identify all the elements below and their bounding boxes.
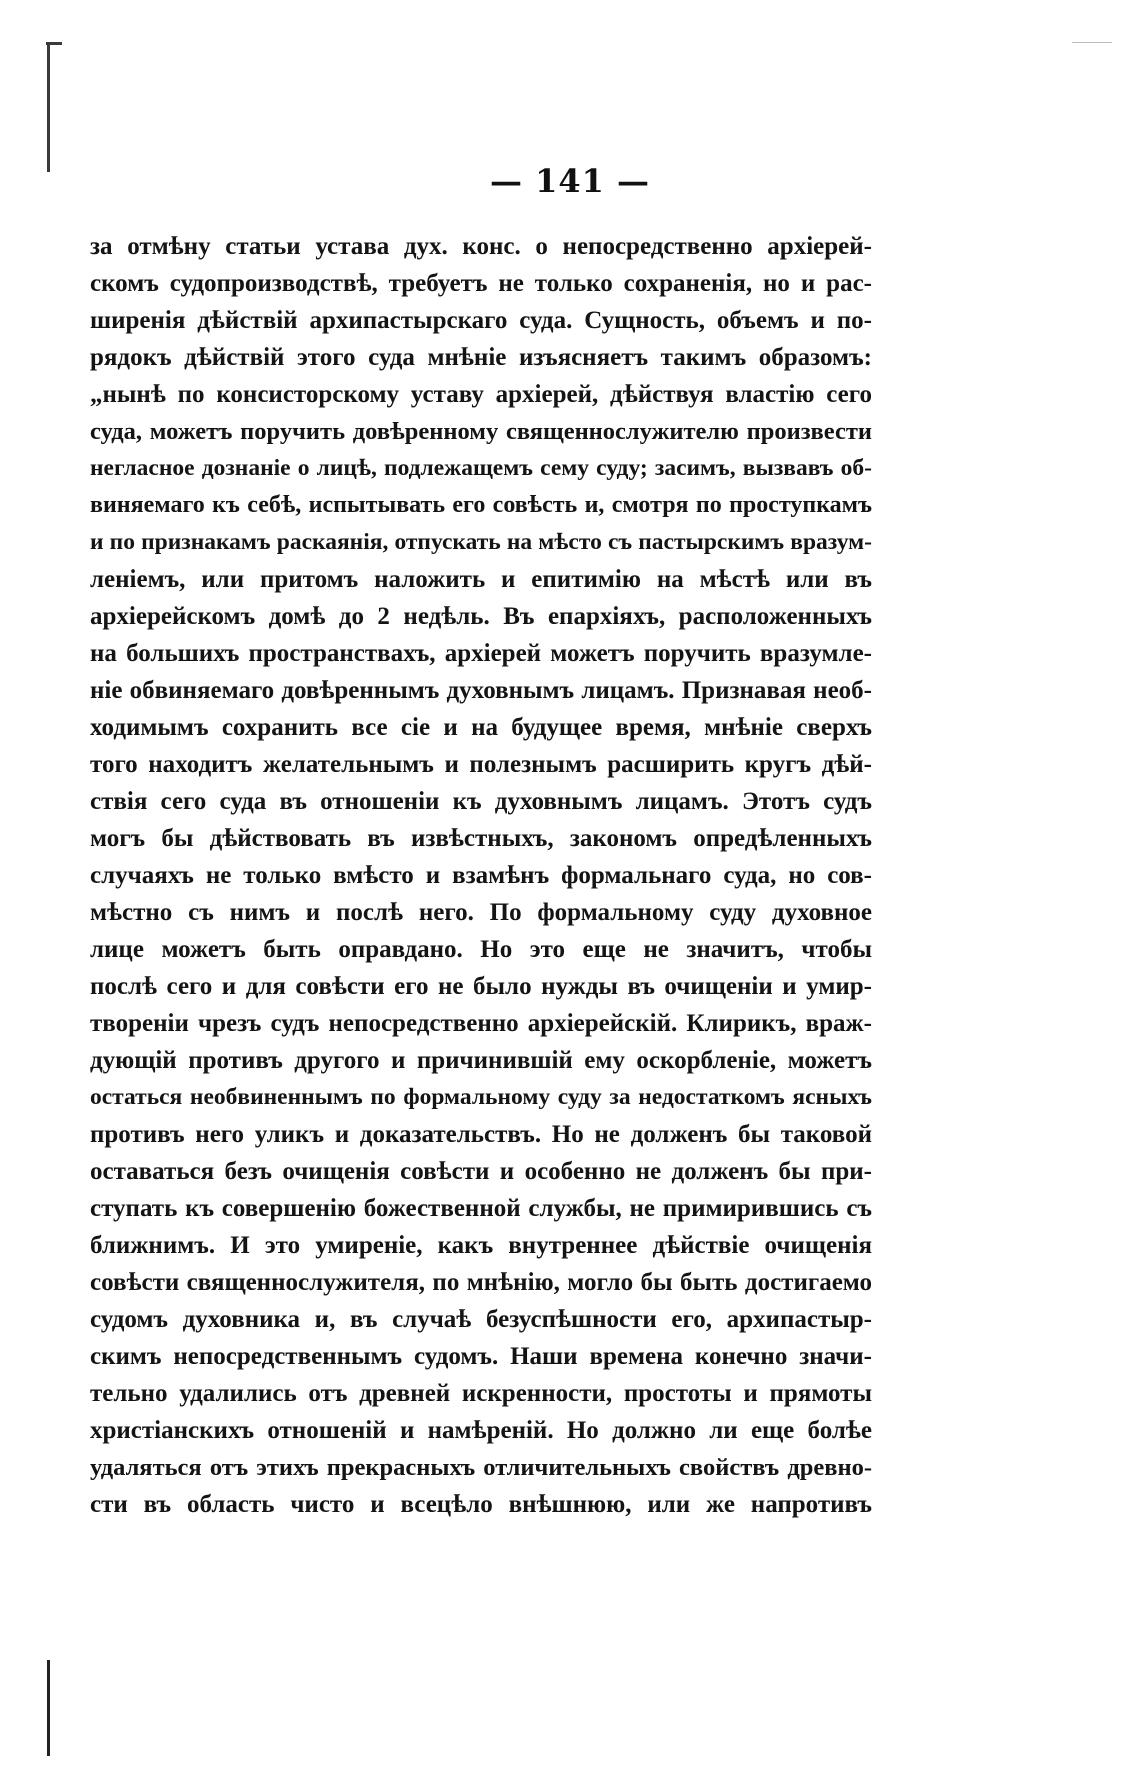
text-line: на большихъ пространствахъ, архіерей можетъ поручить вразумле- [90, 640, 872, 667]
text-line: противъ него уликъ и доказательствъ. Но не долженъ бы таковой [90, 1121, 872, 1148]
text-line: леніемъ, или притомъ наложить и епитимію на мѣстѣ или въ [90, 566, 872, 593]
text-line: христіанскихъ отношеній и намѣреній. Но должно ли еще болѣе [90, 1417, 872, 1444]
text-line: сти въ область чисто и всецѣло внѣшнюю, или же напротивъ [90, 1491, 872, 1518]
text-line: удаляться отъ этихъ прекрасныхъ отличительныхъ свойствъ древно- [90, 1454, 872, 1481]
text-line: „нынѣ по консисторскому уставу архіерей, дѣйствуя властію сего [90, 381, 872, 408]
text-line: ходимымъ сохранить все сіе и на будущее время, мнѣніе сверхъ [90, 714, 872, 741]
scan-edge-mark [47, 1660, 50, 1756]
text-line: твореніи чрезъ судъ непосредственно архіерейскій. Клирикъ, враж- [90, 1010, 872, 1037]
text-line: могъ бы дѣйствовать въ извѣстныхъ, закономъ опредѣленныхъ [90, 825, 872, 852]
scan-edge-mark [47, 42, 50, 172]
text-line: за отмѣну статьи устава дух. конс. о непосредственно архіерей- [90, 233, 872, 260]
text-line: ближнимъ. И это умиреніе, какъ внутреннее дѣйствіе очищенія [90, 1232, 872, 1259]
text-line: ніе обвиняемаго довѣреннымъ духовнымъ лицамъ. Признавая необ- [90, 677, 872, 704]
text-line: совѣсти священнослужителя, по мнѣнію, могло бы быть достигаемо [90, 1269, 872, 1296]
body-text [90, 228, 872, 1523]
text-line: скомъ судопроизводствѣ, требуетъ не только сохраненія, но и рас- [90, 270, 872, 297]
text-line: тельно удалились отъ древней искренности, простоты и прямоты [90, 1380, 872, 1407]
text-line: дующій противъ другого и причинившій ему оскорбленіе, можетъ [90, 1047, 872, 1074]
text-line: рядокъ дѣйствій этого суда мнѣніе изъясняетъ такимъ образомъ: [90, 344, 872, 371]
text-line: мѣстно съ нимъ и послѣ него. По формальному суду духовное [90, 899, 872, 926]
text-line: оставаться безъ очищенія совѣсти и особенно не долженъ бы при- [90, 1158, 872, 1185]
text-line: архіерейскомъ домѣ до 2 недѣль. Въ епархіяхъ, расположенныхъ [90, 603, 872, 630]
text-line: ступать къ совершенію божественной службы, не примирившись съ [90, 1195, 872, 1222]
scan-edge-mark [1072, 42, 1112, 43]
text-line: лице можетъ быть оправдано. Но это еще не значитъ, чтобы [90, 936, 872, 963]
text-line: и по признакамъ раскаянія, отпускать на мѣсто съ пастырскимъ вразум- [90, 529, 872, 555]
text-line: судомъ духовника и, въ случаѣ безуспѣшности его, архипастыр- [90, 1306, 872, 1333]
text-line: негласное дознаніе о лицѣ, подлежащемъ сему суду; засимъ, вызвавъ об- [90, 455, 872, 481]
text-line: остаться необвиненнымъ по формальному суду за недостаткомъ ясныхъ [90, 1084, 872, 1110]
text-line: ширенія дѣйствій архипастырскаго суда. Сущность, объемъ и по- [90, 307, 872, 334]
text-line: суда, можетъ поручить довѣренному священнослужителю произвести [90, 418, 872, 445]
text-line: того находитъ желательнымъ и полезнымъ расширить кругъ дѣй- [90, 751, 872, 778]
text-line: скимъ непосредственнымъ судомъ. Наши времена конечно значи- [90, 1343, 872, 1370]
page-number: — 141 — [489, 162, 651, 200]
text-line: ствія сего суда въ отношеніи къ духовнымъ лицамъ. Этотъ судъ [90, 788, 872, 815]
text-line: виняемаго къ себѣ, испытывать его совѣсть и, смотря по проступкамъ [90, 492, 872, 518]
text-line: послѣ сего и для совѣсти его не было нужды въ очищеніи и умир- [90, 973, 872, 1000]
text-line: случаяхъ не только вмѣсто и взамѣнъ формальнаго суда, но сов- [90, 862, 872, 889]
